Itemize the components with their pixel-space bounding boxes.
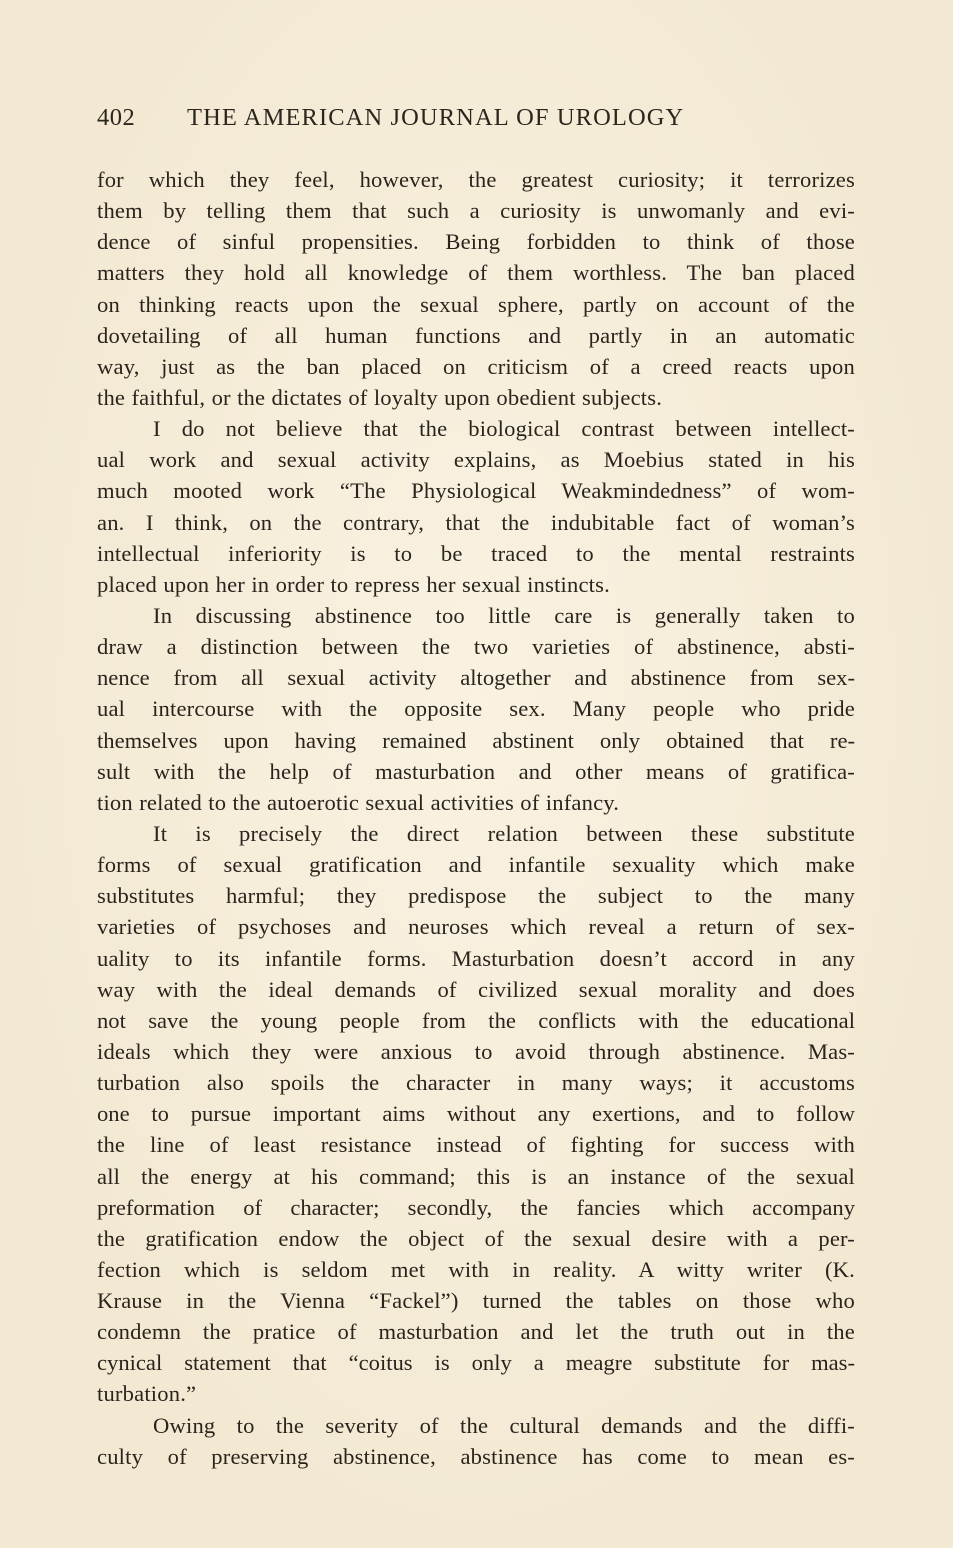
text-line: nence from all sexual activity altogether and abstinence from sex- [97,665,855,691]
text-line: much mooted work “The Physiological Weakmindedness” of wom- [97,478,855,504]
text-line: fection which is seldom met with in reality. A witty writer (K. [97,1256,855,1282]
text-line: varieties of psychoses and neuroses which reveal a return of sex- [97,914,855,940]
text-line: Owing to the severity of the cultural demands and the diffi- [153,1412,855,1438]
text-line: culty of preserving abstinence, abstinence has come to mean es- [97,1443,855,1469]
text-line: placed upon her in order to repress her sexual instincts. [97,571,610,597]
text-line: for which they feel, however, the greatest curiosity; it terrorizes [97,167,855,192]
running-head [97,101,857,135]
text-line: draw a distinction between the two varieties of abstinence, absti- [97,634,855,660]
text-line: the line of least resistance instead of fighting for success with [97,1132,855,1158]
text-line: not save the young people from the conflicts with the educational [97,1007,855,1033]
page-number: 402 [97,104,136,131]
text-line: ideals which they were anxious to avoid through abstinence. Mas- [97,1038,855,1064]
text-line: ual work and sexual activity explains, as Moebius stated in his [97,447,855,473]
text-line: turbation also spoils the character in many ways; it accustoms [97,1070,855,1096]
journal-title: THE AMERICAN JOURNAL OF UROLOGY [187,104,685,131]
text-line: ual intercourse with the opposite sex. Many people who pride [97,696,855,722]
article-text [97,164,855,1494]
text-line: on thinking reacts upon the sexual sphere, partly on account of the [97,291,855,317]
text-line: dence of sinful propensities. Being forbidden to think of those [97,229,855,255]
text-line: Krause in the Vienna “Fackel”) turned the tables on those who [97,1288,855,1314]
text-line: tion related to the autoerotic sexual activities of infancy. [97,789,620,815]
text-line: turbation.” [97,1381,197,1407]
text-line: the gratification endow the object of the sexual desire with a per- [97,1225,855,1251]
text-line: forms of sexual gratification and infantile sexuality which make [97,852,855,878]
text-line: In discussing abstinence too little care is generally taken to [153,602,855,628]
text-line: way, just as the ban placed on criticism of a creed reacts upon [97,353,855,379]
text-line: the faithful, or the dictates of loyalty upon obedient subjects. [97,384,663,410]
text-line: It is precisely the direct relation between these substitute [153,820,855,846]
text-line: dovetailing of all human functions and partly in an automatic [97,322,855,348]
text-line: all the energy at his command; this is an instance of the sexual [97,1163,855,1189]
text-line: condemn the pratice of masturbation and let the truth out in the [97,1319,855,1345]
text-line: one to pursue important aims without any exertions, and to follow [97,1101,855,1127]
text-line: intellectual inferiority is to be traced to the mental restraints [97,540,855,566]
text-line: substitutes harmful; they predispose the subject to the many [97,883,855,909]
text-line: cynical statement that “coitus is only a meagre substitute for mas- [97,1350,855,1376]
text-line: sult with the help of masturbation and other means of gratifica- [97,758,855,784]
text-line: matters they hold all knowledge of them worthless. The ban placed [97,260,855,286]
text-line: way with the ideal demands of civilized sexual morality and does [97,976,855,1002]
text-line: them by telling them that such a curiosity is unwomanly and evi- [97,198,855,224]
text-line: an. I think, on the contrary, that the indubitable fact of woman’s [97,509,855,535]
text-line: uality to its infantile forms. Masturbation doesn’t accord in any [97,945,855,971]
text-line: themselves upon having remained abstinent only obtained that re- [97,727,855,753]
text-line: I do not believe that the biological contrast between intellect- [153,416,855,442]
text-line: preformation of character; secondly, the fancies which accompany [97,1194,855,1220]
